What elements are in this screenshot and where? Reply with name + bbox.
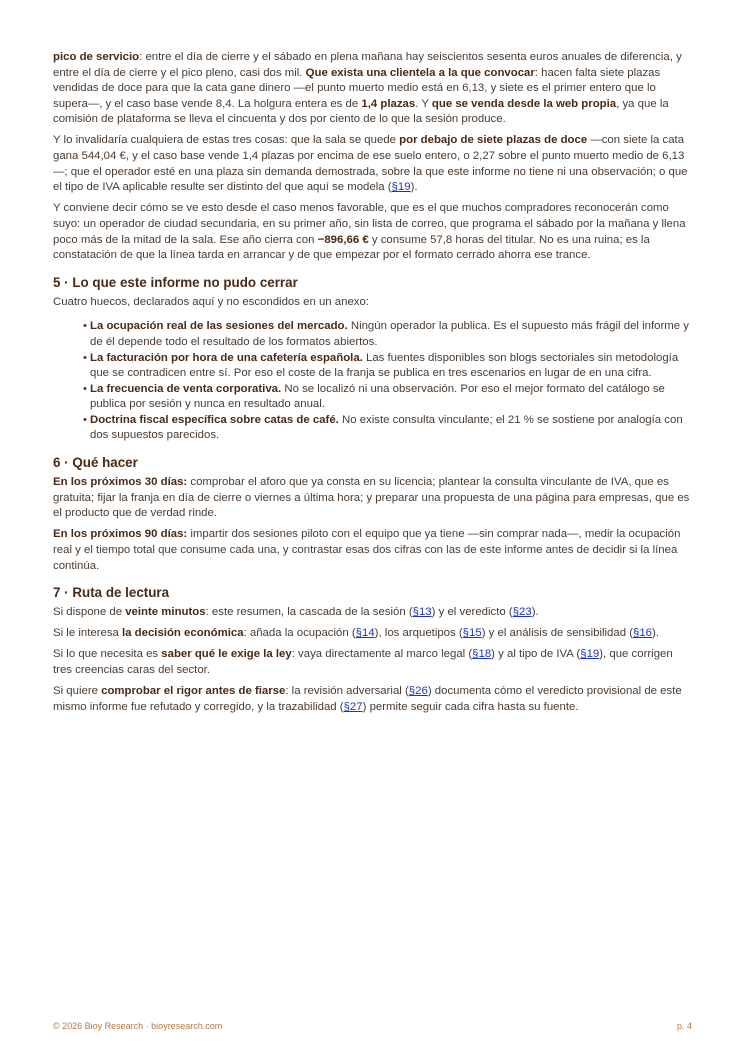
list-item: • Doctrina fiscal específica sobre catas de café. No existe consulta vinculante; el 21 % se sostiene por analogía con dos supuestos parecidos. [83, 413, 683, 442]
page-number: p. 4 [676, 1021, 692, 1031]
bullet-icon: • [83, 320, 87, 333]
bullet-icon: • [83, 413, 87, 426]
section-7-heading: 7 · Ruta de lectura [53, 585, 170, 601]
list-item: • La frecuencia de venta corporativa. No se localizó ni una observación. Por eso el mejor formato del catálogo se publica por sesión y nunca en resultado anual. [83, 382, 665, 411]
document-body [53, 50, 693, 721]
gaps-list [53, 319, 693, 444]
section-5-heading: 5 · Lo que este informe no pudo cerrar [53, 274, 298, 290]
link-section-19[interactable]: §19 [391, 181, 411, 194]
paragraph-30-days: En los próximos 30 días: comprobar el aforo que ya consta en su licencia; plantear la consulta vinculante de IVA, que es gratuita; fijar la franja en día de cierre o viernes a última hora; y preparar una propuesta de una página para empresas, que es el producto que de verdad rinde. [53, 476, 690, 520]
paragraph-invalidation: Y lo invalidaría cualquiera de estas tres cosas: que la sala se quede por debajo de siete plazas de doce —con siete la cata gana 544,04 €, y el caso base vende 1,4 plazas por encima de ese suelo entero, o 2,27 sobre el punto muerto medio de 6,13—; que el operador esté en una plaza sin demanda demostrada, sobre la que este informe no tiene ni una observación; o que el tipo de IVA aplicable resulte ser distinto del que aquí se modela (§19). [53, 134, 688, 194]
link-section-19[interactable]: §19 [580, 648, 600, 661]
link-section-14[interactable]: §14 [355, 627, 375, 640]
bullet-icon: • [83, 351, 87, 364]
link-section-15[interactable]: §15 [462, 627, 482, 640]
link-section-27[interactable]: §27 [343, 700, 363, 713]
paragraph-90-days: En los próximos 90 días: impartir dos sesiones piloto con el equipo que ya tiene —sin comprar nada—, medir la ocupación real y el tiempo total que consume cada una, y contrastar esas dos cifras con las de este informe antes de decidir si la línea continúa. [53, 528, 681, 572]
reading-route-rigor: Si quiere comprobar el rigor antes de fiarse: la revisión adversarial (§26) documenta cómo el veredicto provisional de este mismo informe fue refutado y corregido, y la trazabilidad (§27) permite seguir cada cifra hasta su fuente. [53, 685, 682, 713]
bullet-icon: • [83, 382, 87, 395]
list-item: • La ocupación real de las sesiones del mercado. Ningún operador la publica. Es el supuesto más frágil del informe y de él depende todo el resultado de los formatos abiertos. [83, 320, 689, 348]
section-5-intro: Cuatro huecos, declarados aquí y no escondidos en un anexo: [53, 295, 369, 308]
link-section-18[interactable]: §18 [472, 648, 492, 661]
section-6-heading: 6 · Qué hacer [53, 455, 138, 471]
footer-copyright: © 2026 Bioy Research · bioyresearch.com [53, 1021, 223, 1031]
link-section-23[interactable]: §23 [512, 606, 532, 619]
link-section-26[interactable]: §26 [408, 685, 428, 697]
reading-route-twenty-minutes: Si dispone de veinte minutos: este resumen, la cascada de la sesión (§13) y el veredicto (§23). [53, 606, 539, 619]
list-item: • La facturación por hora de una cafetería española. Las fuentes disponibles son blogs sectoriales sin metodología que se contradicen entre sí. Por eso el coste de la franja se publica en tres escenarios en lugar de en una cifra. [83, 351, 679, 380]
link-section-13[interactable]: §13 [412, 606, 432, 619]
reading-route-legal: Si lo que necesita es saber qué le exige la ley: vaya directamente al marco legal (§18) y al tipo de IVA (§19), que corrigen tres creencias caras del sector. [53, 648, 673, 676]
paragraph-worst-case: Y conviene decir cómo se ve esto desde el caso menos favorable, que es el que muchos compradores reconocerán como suyo: un operador de ciudad secundaria, en su primer año, sin lista de correo, que programa el sábado por la mañana y llena poco más de la mitad de la sala. Ese año cierra con −896,66 € y consume 57,8 horas del titular. No es una ruina; es la constatación de que la línea tarda en arrancar y de que empezar por el formato cerrado ahorra ese trance. [53, 202, 686, 262]
link-section-16[interactable]: §16 [633, 627, 653, 640]
paragraph-viability-conditions: pico de servicio: entre el día de cierre y el sábado en plena mañana hay seiscientos sesenta euros anuales de diferencia, y entre el día de cierre y el pico pleno, casi dos mil. Que exista una clientela a la que convocar: hacen falta siete plazas vendidas de doce para que la cata gane dinero —el punto muerto medio está en 6,13, y siete es el primer entero que lo supera—, y el caso base vende 8,4. La holgura entera es de 1,4 plazas. Y que se venda desde la web propia, ya que la comisión de plataforma se lleva el cincuenta y dos por ciento de lo que la sesión produce. [53, 51, 682, 126]
reading-route-economic: Si le interesa la decisión económica: añada la ocupación (§14), los arquetipos (§15) y el análisis de sensibilidad (§16). [53, 627, 659, 640]
